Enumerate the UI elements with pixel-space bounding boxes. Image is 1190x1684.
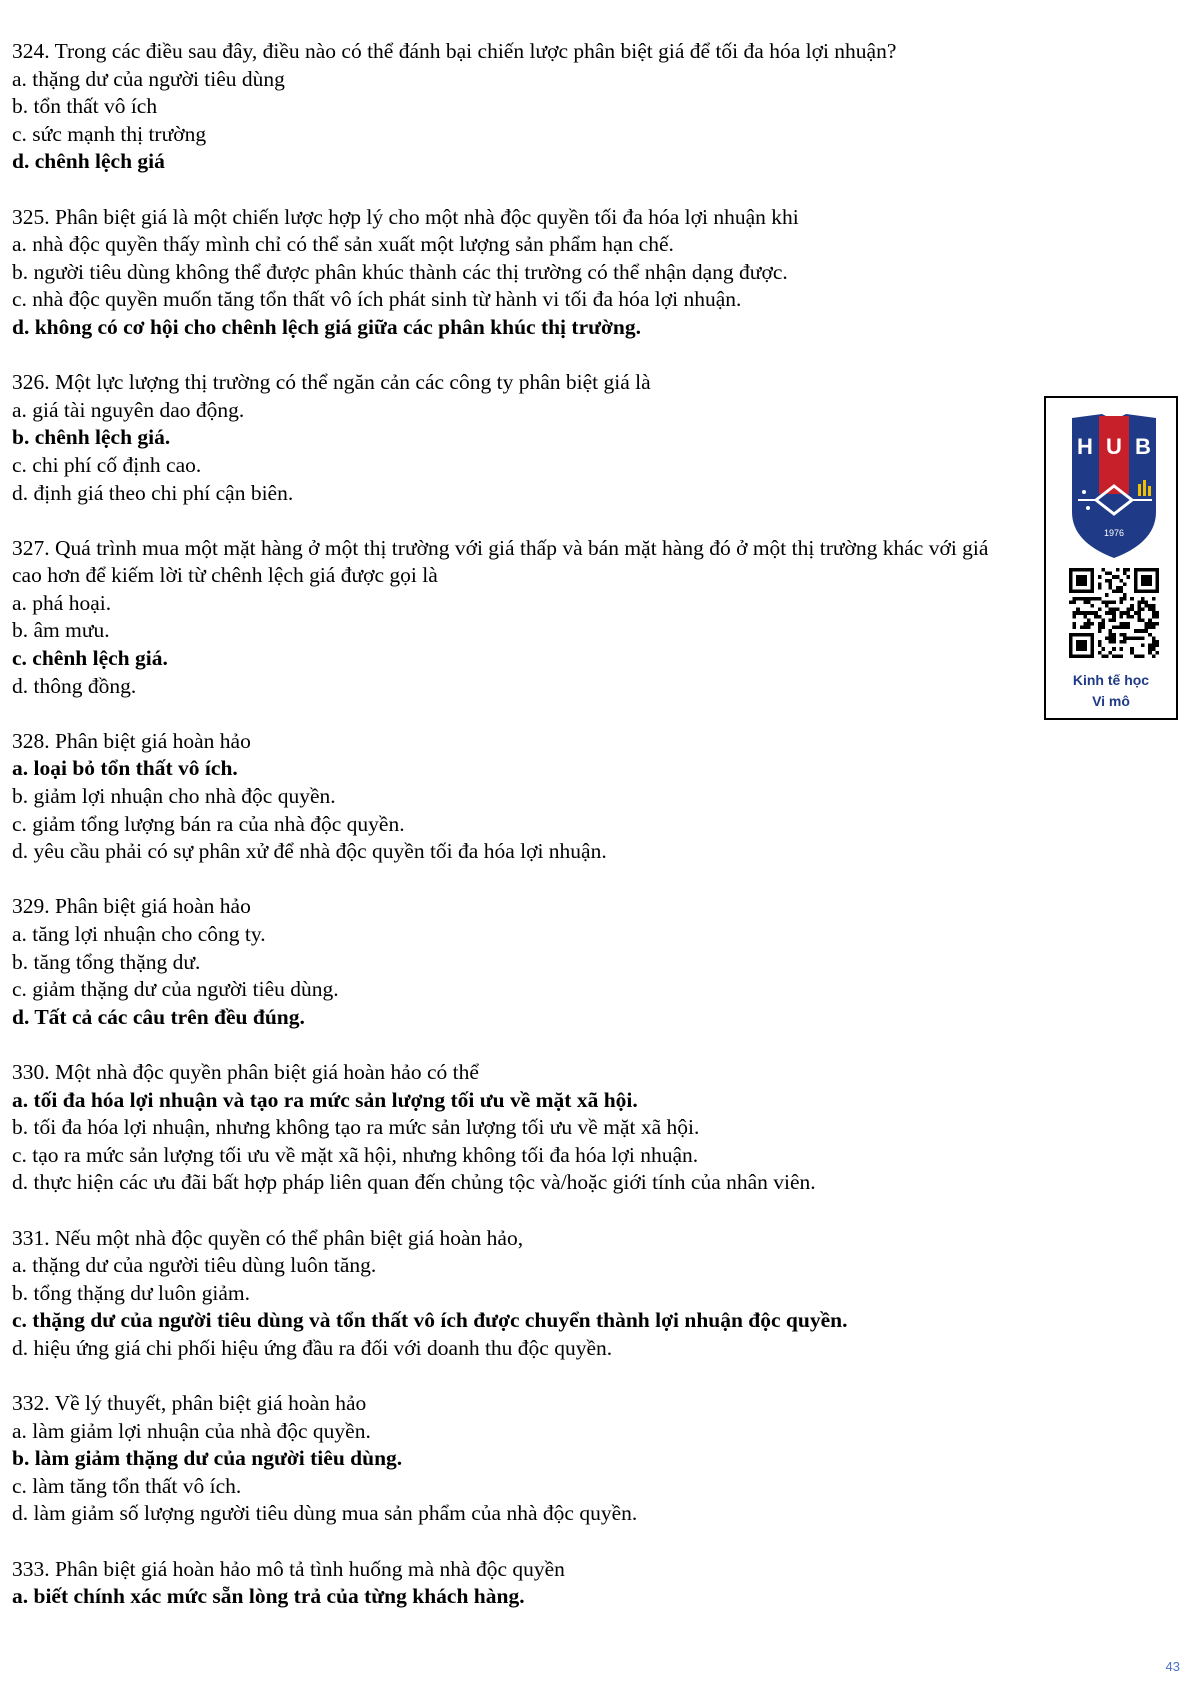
qr-module	[1155, 640, 1159, 644]
qr-module	[1119, 622, 1123, 626]
qr-module	[1152, 622, 1156, 626]
qr-module	[1137, 611, 1141, 615]
answer-option-correct: d. Tất cả các câu trên đều đúng.	[12, 1004, 305, 1029]
qr-module	[1141, 644, 1145, 648]
qr-module	[1134, 636, 1138, 640]
qr-module	[1112, 654, 1116, 658]
qr-module	[1080, 626, 1084, 630]
qr-module	[1083, 597, 1087, 601]
answer-option: c. giảm thặng dư của người tiêu dùng.	[12, 977, 339, 1002]
qr-module	[1152, 636, 1156, 640]
qr-module	[1127, 568, 1131, 572]
question-stem: 333. Phân biệt giá hoàn hảo mô tả tình huống mà nhà độc quyền	[12, 1556, 565, 1581]
answer-option: d. định giá theo chi phí cận biên.	[12, 480, 294, 505]
qr-module	[1141, 654, 1145, 658]
qr-module	[1127, 575, 1131, 579]
qr-module	[1101, 654, 1105, 658]
qr-module	[1098, 651, 1102, 655]
qr-module	[1145, 626, 1149, 630]
qr-module	[1137, 615, 1141, 619]
qr-module	[1137, 654, 1141, 658]
answer-option: b. tổn thất vô ích	[12, 94, 158, 119]
qr-module	[1076, 608, 1080, 612]
answer-option: d. làm giảm số lượng người tiêu dùng mua sản phẩm của nhà độc quyền.	[12, 1501, 638, 1526]
qr-module	[1119, 586, 1123, 590]
qr-module	[1137, 608, 1141, 612]
qr-module	[1083, 611, 1087, 615]
answer-option: a. làm giảm lợi nhuận của nhà độc quyền.	[12, 1418, 371, 1443]
qr-module	[1152, 615, 1156, 619]
qr-module	[1109, 582, 1113, 586]
qr-module	[1137, 636, 1141, 640]
question-stem: 329. Phân biệt giá hoàn hảo	[12, 894, 251, 919]
qr-module	[1155, 622, 1159, 626]
qr-module	[1116, 608, 1120, 612]
qr-module	[1105, 636, 1109, 640]
answer-option: b. tối đa hóa lợi nhuận, nhưng không tạo ra mức sản lượng tối ưu về mặt xã hội.	[12, 1115, 700, 1140]
qr-module	[1073, 615, 1077, 619]
answer-option-correct: a. tối đa hóa lợi nhuận và tạo ra mức sản lượng tối ưu về mặt xã hội.	[12, 1087, 638, 1112]
course-title	[1046, 670, 1176, 712]
qr-module	[1134, 654, 1138, 658]
question-stem: 331. Nếu một nhà độc quyền có thể phân biệt giá hoàn hảo,	[12, 1225, 524, 1250]
qr-module	[1152, 640, 1156, 644]
answer-option: a. thặng dư của người tiêu dùng	[12, 66, 285, 91]
qr-module	[1105, 604, 1109, 608]
qr-module	[1148, 644, 1152, 648]
qr-module	[1105, 611, 1109, 615]
qr-module	[1148, 618, 1152, 622]
qr-module	[1105, 600, 1109, 604]
qr-module	[1148, 608, 1152, 612]
qr-module	[1116, 590, 1120, 594]
qr-module	[1101, 568, 1105, 572]
qr-module	[1148, 633, 1152, 637]
qr-module	[1119, 611, 1123, 615]
qr-module	[1145, 622, 1149, 626]
qr-module	[1105, 593, 1109, 597]
qr-module	[1098, 608, 1102, 612]
qr-module	[1137, 618, 1141, 622]
answer-option: a. tăng lợi nhuận cho công ty.	[12, 922, 266, 946]
qr-module	[1116, 626, 1120, 630]
qr-module	[1123, 572, 1127, 576]
qr-module	[1148, 604, 1152, 608]
qr-module	[1109, 572, 1113, 576]
qr-module	[1109, 651, 1113, 655]
qr-module	[1119, 590, 1123, 594]
qr-module	[1127, 626, 1131, 630]
qr-module	[1123, 640, 1127, 644]
question-list	[12, 38, 1172, 1611]
qr-module	[1109, 608, 1113, 612]
qr-module	[1083, 600, 1087, 604]
qr-module	[1112, 618, 1116, 622]
answer-option: a. phá hoại.	[12, 590, 112, 615]
qr-module	[1116, 586, 1120, 590]
answer-option: c. nhà độc quyền muốn tăng tổn thất vô ích phát sinh từ hành vi tối đa hóa lợi nhuận.	[12, 287, 742, 312]
qr-module	[1148, 622, 1152, 626]
answer-option: b. giảm lợi nhuận cho nhà độc quyền.	[12, 784, 336, 809]
qr-module	[1127, 611, 1131, 615]
qr-module	[1109, 618, 1113, 622]
question-block	[12, 1225, 1172, 1363]
qr-module	[1083, 626, 1087, 630]
qr-module	[1127, 615, 1131, 619]
qr-module	[1123, 611, 1127, 615]
qr-module	[1119, 579, 1123, 583]
qr-module	[1123, 622, 1127, 626]
qr-module	[1101, 600, 1105, 604]
qr-module	[1155, 651, 1159, 655]
qr-module	[1091, 611, 1095, 615]
qr-module	[1112, 647, 1116, 651]
qr-module	[1152, 626, 1156, 630]
qr-module	[1109, 611, 1113, 615]
qr-module	[1094, 597, 1098, 601]
qr-module	[1137, 600, 1141, 604]
qr-module	[1080, 611, 1084, 615]
answer-option: d. hiệu ứng giá chi phối hiệu ứng đầu ra đối với doanh thu độc quyền.	[12, 1335, 613, 1360]
qr-module	[1141, 608, 1145, 612]
answer-option-correct: b. làm giảm thặng dư của người tiêu dùng.	[12, 1446, 403, 1471]
qr-module	[1119, 647, 1123, 651]
qr-module	[1152, 647, 1156, 651]
qr-module	[1112, 615, 1116, 619]
question-block	[12, 1390, 1172, 1528]
qr-module	[1098, 622, 1102, 626]
qr-module	[1080, 597, 1084, 601]
qr-module	[1123, 568, 1127, 572]
qr-module	[1112, 640, 1116, 644]
qr-module	[1087, 626, 1091, 630]
qr-module	[1109, 579, 1113, 583]
qr-module	[1091, 597, 1095, 601]
qr-module	[1119, 600, 1123, 604]
question-block	[12, 369, 1172, 507]
qr-module	[1141, 600, 1145, 604]
answer-option: b. tổng thặng dư luôn giảm.	[12, 1280, 250, 1305]
qr-module	[1112, 611, 1116, 615]
question-stem: 327. Quá trình mua một mặt hàng ở một thị trường với giá thấp và bán mặt hàng đó ở một thị trường khác với giá cao hơn để kiếm lời từ chênh lệch giá được gọi là	[12, 535, 989, 588]
answer-option: b. người tiêu dùng không thể được phân khúc thành các thị trường có thể nhận dạng được.	[12, 259, 788, 284]
qr-module	[1073, 600, 1077, 604]
answer-option: c. giảm tổng lượng bán ra của nhà độc quyền.	[12, 811, 405, 836]
course-line-1: Kinh tế học	[1072, 672, 1150, 688]
answer-option: c. tạo ra mức sản lượng tối ưu về mặt xã hội, nhưng không tối đa hóa lợi nhuận.	[12, 1142, 699, 1167]
answer-option: b. tăng tổng thặng dư.	[12, 949, 201, 974]
qr-module	[1127, 636, 1131, 640]
qr-module	[1130, 651, 1134, 655]
qr-code	[1069, 568, 1159, 658]
qr-module	[1155, 644, 1159, 648]
qr-module	[1098, 597, 1102, 601]
qr-module	[1123, 582, 1127, 586]
qr-module	[1152, 644, 1156, 648]
qr-module	[1141, 629, 1145, 633]
qr-module	[1127, 622, 1131, 626]
answer-option: c. làm tăng tổn thất vô ích.	[12, 1473, 242, 1498]
qr-module	[1112, 600, 1116, 604]
qr-module	[1130, 647, 1134, 651]
question-block	[12, 204, 1172, 342]
qr-module	[1101, 618, 1105, 622]
question-block	[12, 535, 1172, 701]
qr-module	[1130, 608, 1134, 612]
qr-module	[1073, 597, 1077, 601]
answer-option: b. âm mưu.	[12, 618, 110, 643]
qr-module	[1152, 597, 1156, 601]
qr-module	[1087, 597, 1091, 601]
qr-module	[1152, 611, 1156, 615]
qr-module	[1123, 633, 1127, 637]
qr-module	[1116, 568, 1120, 572]
question-stem: 324. Trong các điều sau đây, điều nào có thể đánh bại chiến lược phân biệt giá để tối đa hóa lợi nhuận?	[12, 39, 897, 63]
qr-module	[1109, 636, 1113, 640]
qr-module	[1155, 611, 1159, 615]
qr-module	[1087, 611, 1091, 615]
answer-option: c. chi phí cố định cao.	[12, 452, 202, 477]
answer-option: d. thông đồng.	[12, 673, 137, 698]
qr-module	[1083, 622, 1087, 626]
qr-module	[1152, 654, 1156, 658]
answer-option: a. thặng dư của người tiêu dùng luôn tăng.	[12, 1253, 377, 1278]
answer-option-correct: d. không có cơ hội cho chênh lệch giá giữa các phân khúc thị trường.	[12, 314, 642, 339]
qr-module	[1076, 597, 1080, 601]
qr-module	[1098, 575, 1102, 579]
qr-module	[1148, 651, 1152, 655]
qr-module	[1101, 626, 1105, 630]
qr-module	[1087, 618, 1091, 622]
qr-module	[1112, 575, 1116, 579]
qr-module	[1109, 629, 1113, 633]
qr-module	[1145, 629, 1149, 633]
qr-module	[1137, 604, 1141, 608]
qr-module	[1094, 615, 1098, 619]
logo-letter-h: H	[1077, 434, 1093, 459]
qr-module	[1098, 582, 1102, 586]
course-line-2: Vi mô	[1092, 693, 1130, 709]
question-block	[12, 728, 1172, 866]
qr-module	[1073, 622, 1077, 626]
qr-module	[1073, 626, 1077, 630]
qr-module	[1123, 593, 1127, 597]
qr-module	[1130, 615, 1134, 619]
answer-option: a. nhà độc quyền thấy mình chỉ có thể sản xuất một lượng sản phẩm hạn chế.	[12, 232, 674, 257]
logo-letter-u: U	[1106, 434, 1122, 459]
qr-module	[1116, 575, 1120, 579]
qr-module	[1123, 597, 1127, 601]
qr-module	[1105, 654, 1109, 658]
qr-module	[1098, 586, 1102, 590]
qr-module	[1087, 622, 1091, 626]
answer-option-correct: d. chênh lệch giá	[12, 149, 165, 174]
qr-module	[1141, 618, 1145, 622]
answer-option: d. yêu cầu phải có sự phân xử để nhà độc quyền tối đa hóa lợi nhuận.	[12, 839, 607, 864]
qr-module	[1130, 604, 1134, 608]
qr-module	[1109, 586, 1113, 590]
qr-module	[1141, 636, 1145, 640]
qr-module	[1098, 644, 1102, 648]
qr-module	[1098, 629, 1102, 633]
hub-logo	[1066, 412, 1162, 562]
qr-module	[1091, 604, 1095, 608]
answer-option: d. thực hiện các ưu đãi bất hợp pháp liên quan đến chủng tộc và/hoặc giới tính của nhân viên.	[12, 1170, 816, 1195]
qr-module	[1141, 597, 1145, 601]
qr-module	[1101, 622, 1105, 626]
answer-option: c. sức mạnh thị trường	[12, 121, 207, 146]
question-stem: 328. Phân biệt giá hoàn hảo	[12, 728, 251, 753]
qr-module	[1091, 622, 1095, 626]
qr-module	[1148, 626, 1152, 630]
answer-option-correct: b. chênh lệch giá.	[12, 425, 171, 450]
question-stem: 330. Một nhà độc quyền phân biệt giá hoàn hảo có thể	[12, 1059, 479, 1084]
qr-module	[1101, 647, 1105, 651]
qr-module	[1105, 572, 1109, 576]
qr-module	[1076, 611, 1080, 615]
question-block	[12, 38, 1172, 176]
qr-module	[1152, 608, 1156, 612]
logo-letter-b: B	[1135, 434, 1151, 459]
question-stem: 325. Phân biệt giá là một chiến lược hợp lý cho một nhà độc quyền tối đa hóa lợi nhuận khi	[12, 204, 799, 229]
qr-module	[1119, 597, 1123, 601]
qr-module	[1119, 615, 1123, 619]
qr-module	[1134, 611, 1138, 615]
answer-option-correct: c. chênh lệch giá.	[12, 646, 168, 671]
qr-module	[1127, 608, 1131, 612]
qr-module	[1119, 640, 1123, 644]
question-stem: 332. Về lý thuyết, phân biệt giá hoàn hảo	[12, 1391, 367, 1416]
qr-module	[1112, 626, 1116, 630]
qr-module	[1119, 633, 1123, 637]
qr-module	[1098, 615, 1102, 619]
qr-module	[1087, 600, 1091, 604]
question-block	[12, 1059, 1172, 1197]
answer-option-correct: c. thặng dư của người tiêu dùng và tổn thất vô ích được chuyển thành lợi nhuận độc quyền.	[12, 1308, 848, 1333]
logo-year: 1976	[1103, 528, 1125, 538]
qr-module	[1130, 636, 1134, 640]
qr-module	[1134, 629, 1138, 633]
page-number: 43	[1165, 1659, 1180, 1674]
question-block	[12, 1556, 1172, 1611]
qr-module	[1112, 636, 1116, 640]
qr-module	[1109, 600, 1113, 604]
qr-module	[1112, 608, 1116, 612]
course-badge	[1044, 396, 1178, 720]
qr-module	[1069, 600, 1073, 604]
answer-option: a. giá tài nguyên dao động.	[12, 397, 245, 422]
qr-module	[1105, 579, 1109, 583]
qr-module	[1148, 647, 1152, 651]
qr-module	[1123, 636, 1127, 640]
qr-module	[1155, 615, 1159, 619]
qr-module	[1137, 629, 1141, 633]
qr-module	[1130, 597, 1134, 601]
qr-module	[1109, 640, 1113, 644]
qr-module	[1145, 600, 1149, 604]
qr-module	[1112, 590, 1116, 594]
qr-module	[1116, 654, 1120, 658]
question-stem: 326. Một lực lượng thị trường có thể ngăn cản các công ty phân biệt giá là	[12, 370, 651, 395]
qr-module	[1145, 604, 1149, 608]
qr-module	[1098, 626, 1102, 630]
qr-module	[1119, 654, 1123, 658]
qr-module	[1109, 633, 1113, 637]
answer-option-correct: a. loại bỏ tổn thất vô ích.	[12, 756, 238, 781]
qr-module	[1119, 626, 1123, 630]
question-block	[12, 893, 1172, 1031]
qr-module	[1094, 611, 1098, 615]
qr-module	[1083, 615, 1087, 619]
qr-module	[1123, 626, 1127, 630]
qr-module	[1112, 633, 1116, 637]
qr-module	[1152, 604, 1156, 608]
answer-option-correct: a. biết chính xác mức sẵn lòng trả của từng khách hàng.	[12, 1584, 525, 1609]
qr-module	[1073, 611, 1077, 615]
qr-module	[1098, 640, 1102, 644]
